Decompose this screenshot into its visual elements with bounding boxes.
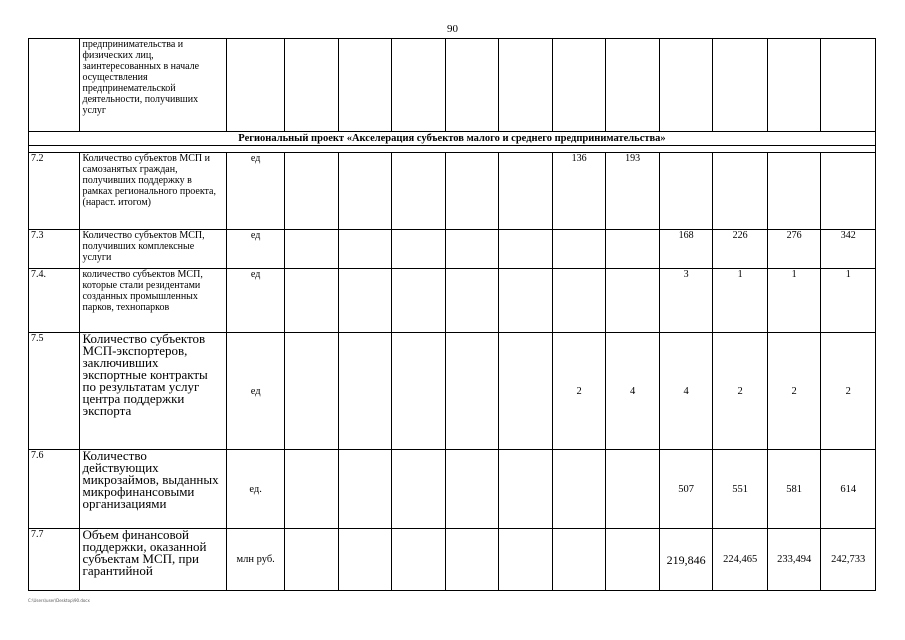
- page-number: 90: [447, 23, 458, 35]
- indicator-name: Количество субъектов МСП-экспортеров, заключивших экспортные контракты по результатам услуг центра поддержки экспорта: [80, 333, 226, 450]
- value-cell: 168: [659, 230, 713, 269]
- row-number: [29, 39, 80, 132]
- indicator-name: Количество действующих микрозаймов, выданных микрофинансовыми организациями: [80, 450, 226, 529]
- table-row: [29, 529, 876, 591]
- indicator-name: количество субъектов МСП, которые стали резидентами созданных промышленных парков, технопарков: [80, 269, 226, 333]
- value-cell: [392, 230, 446, 269]
- value-cell: [552, 269, 606, 333]
- unit-cell: ед: [226, 269, 285, 333]
- value-cell: [552, 230, 606, 269]
- value-cell: 276: [767, 230, 821, 269]
- value-cell: 136: [552, 153, 606, 230]
- value-cell: [392, 529, 446, 591]
- value-cell: [445, 529, 499, 591]
- value-cell: 1: [767, 269, 821, 333]
- value-cell: [445, 39, 499, 132]
- value-cell: [392, 153, 446, 230]
- value-cell: [552, 39, 606, 132]
- value-cell: [821, 153, 876, 230]
- value-cell: [445, 230, 499, 269]
- value-cell: [767, 39, 821, 132]
- value-cell: [285, 269, 339, 333]
- value-cell: [499, 153, 553, 230]
- section-title: Региональный проект «Акселерация субъектов малого и среднего предпринимательства»: [29, 132, 876, 146]
- spacer-row: [29, 146, 876, 153]
- row-number: 7.3: [29, 230, 80, 269]
- indicator-name: предпринимательства и физических лиц, заинтересованных в начале осуществления предпринемательской деятельности, получивших услуг: [80, 39, 226, 132]
- value-cell: [606, 39, 660, 132]
- section-header-row: [29, 132, 876, 146]
- value-cell: 1: [713, 269, 768, 333]
- value-cell: 1: [821, 269, 876, 333]
- value-cell: [659, 39, 713, 132]
- value-cell: [445, 153, 499, 230]
- value-cell: 4: [659, 333, 713, 450]
- value-cell: [392, 39, 446, 132]
- value-cell: [392, 450, 446, 529]
- value-cell: [499, 39, 553, 132]
- value-cell: 219,846: [659, 529, 713, 591]
- value-cell: [338, 153, 392, 230]
- table-row: [29, 39, 876, 132]
- value-cell: 2: [821, 333, 876, 450]
- value-cell: [821, 39, 876, 132]
- table-row: [29, 269, 876, 333]
- indicator-table: [28, 38, 876, 591]
- value-cell: 2: [713, 333, 768, 450]
- unit-cell: [226, 39, 285, 132]
- indicator-name: Количество субъектов МСП, получивших комплексные услуги: [80, 230, 226, 269]
- value-cell: [285, 333, 339, 450]
- value-cell: 226: [713, 230, 768, 269]
- table-row: [29, 153, 876, 230]
- value-cell: [285, 529, 339, 591]
- value-cell: [767, 153, 821, 230]
- value-cell: [499, 529, 553, 591]
- unit-cell: ед: [226, 153, 285, 230]
- value-cell: [606, 269, 660, 333]
- value-cell: [659, 153, 713, 230]
- value-cell: [338, 529, 392, 591]
- unit-cell: млн руб.: [226, 529, 285, 591]
- value-cell: [285, 39, 339, 132]
- value-cell: 224,465: [713, 529, 768, 591]
- value-cell: [338, 269, 392, 333]
- value-cell: 4: [606, 333, 660, 450]
- table-row: [29, 450, 876, 529]
- value-cell: [392, 269, 446, 333]
- value-cell: [713, 153, 768, 230]
- value-cell: 551: [713, 450, 768, 529]
- value-cell: [338, 39, 392, 132]
- value-cell: 193: [606, 153, 660, 230]
- value-cell: [285, 230, 339, 269]
- value-cell: [606, 450, 660, 529]
- table-row: [29, 230, 876, 269]
- value-cell: [338, 230, 392, 269]
- value-cell: [392, 333, 446, 450]
- value-cell: 242,733: [821, 529, 876, 591]
- value-cell: 581: [767, 450, 821, 529]
- unit-cell: ед: [226, 230, 285, 269]
- table-row: [29, 333, 876, 450]
- value-cell: [499, 230, 553, 269]
- value-cell: [445, 450, 499, 529]
- value-cell: 2: [767, 333, 821, 450]
- value-cell: [552, 450, 606, 529]
- indicator-name: Количество субъектов МСП и самозанятых граждан, получивших поддержку в рамках регионального проекта, (нараст. итогом): [80, 153, 226, 230]
- indicator-name: Объем финансовой поддержки, оказанной субъектам МСП, при гарантийной: [80, 529, 226, 591]
- value-cell: 233,494: [767, 529, 821, 591]
- value-cell: [552, 529, 606, 591]
- value-cell: [606, 529, 660, 591]
- value-cell: 3: [659, 269, 713, 333]
- value-cell: [338, 333, 392, 450]
- value-cell: [713, 39, 768, 132]
- row-number: 7.7: [29, 529, 80, 591]
- value-cell: [445, 333, 499, 450]
- value-cell: [285, 153, 339, 230]
- value-cell: 507: [659, 450, 713, 529]
- value-cell: [445, 269, 499, 333]
- footer-file-path: C:\Users\user\Desktop\90.docx: [28, 598, 90, 603]
- spacer-cell: [29, 146, 876, 153]
- row-number: 7.6: [29, 450, 80, 529]
- value-cell: [499, 450, 553, 529]
- unit-cell: ед.: [226, 450, 285, 529]
- value-cell: 342: [821, 230, 876, 269]
- value-cell: [606, 230, 660, 269]
- value-cell: [338, 450, 392, 529]
- value-cell: [285, 450, 339, 529]
- value-cell: 614: [821, 450, 876, 529]
- row-number: 7.4.: [29, 269, 80, 333]
- value-cell: [499, 269, 553, 333]
- value-cell: 2: [552, 333, 606, 450]
- row-number: 7.5: [29, 333, 80, 450]
- unit-cell: ед: [226, 333, 285, 450]
- row-number: 7.2: [29, 153, 80, 230]
- value-cell: [499, 333, 553, 450]
